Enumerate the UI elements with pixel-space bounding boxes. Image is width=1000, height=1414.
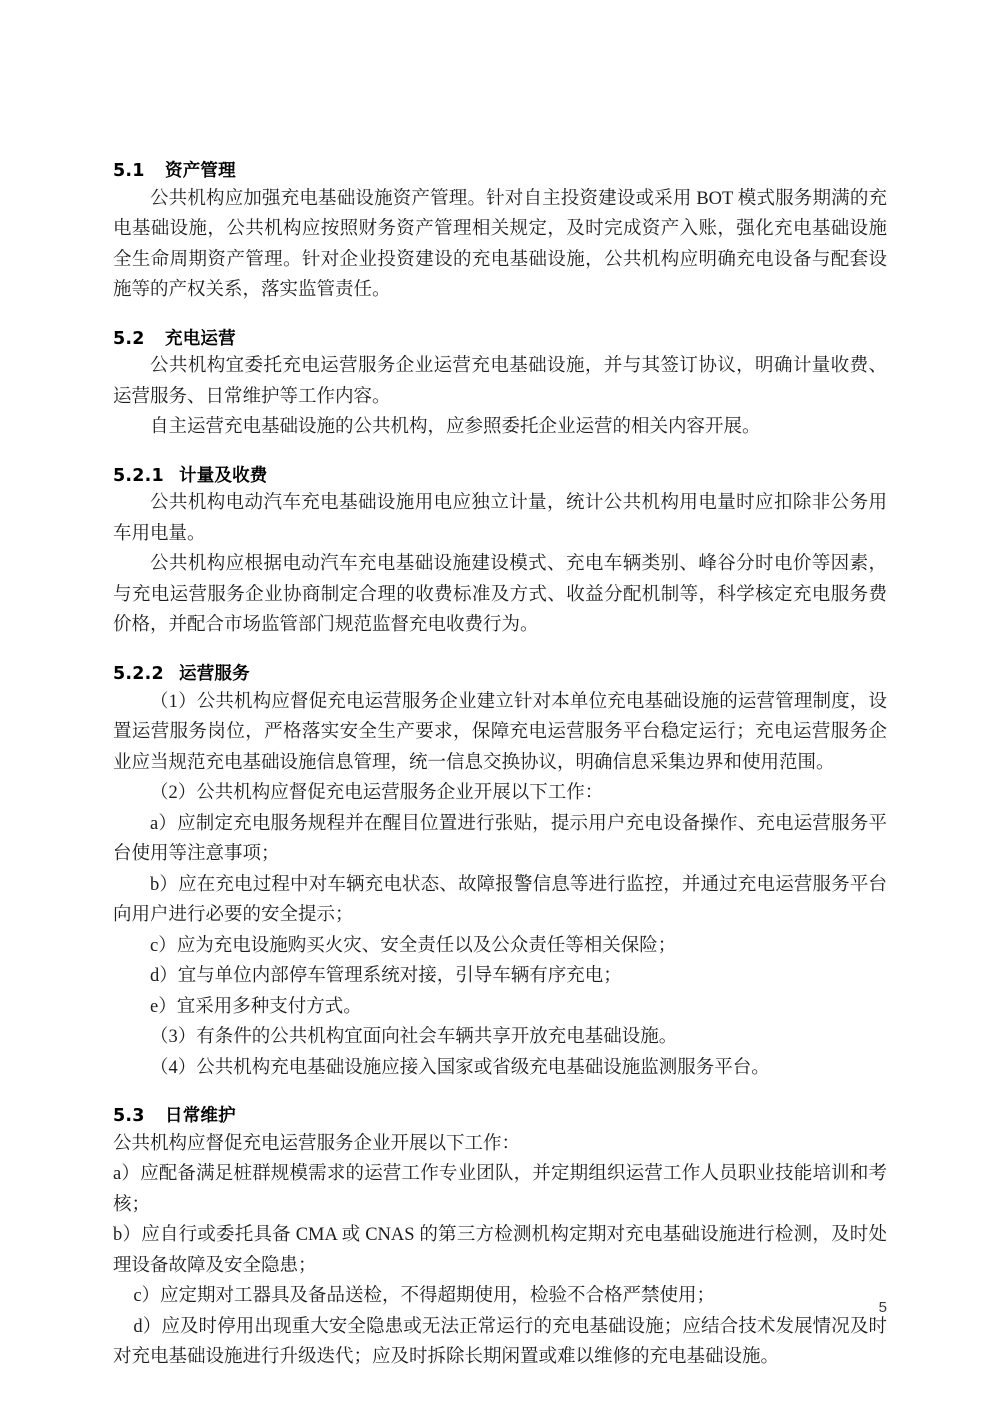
paragraph-5-2-2-item-e: e）宜采用多种支付方式。: [150, 996, 362, 1017]
paragraph-5-2-2-item-a: a）应制定充电服务规程并在醒目位置进行张贴，提示用户充电设备操作、充电运营服务平台使用等注意事项；: [113, 813, 887, 864]
paragraph-5-2-2-item-d: d）宜与单位内部停车管理系统对接，引导车辆有序充电；: [150, 966, 622, 986]
page-content: [113, 160, 887, 1373]
section-number-5-1: 5.1: [113, 161, 145, 181]
section-title-5-3: 日常维护: [165, 1106, 236, 1126]
section-title-5-1: 资产管理: [165, 161, 236, 181]
paragraph-5-2-2-item-3: （3）有条件的公共机构宜面向社会车辆共享开放充电基础设施。: [150, 1027, 678, 1047]
paragraph-5-1-1: 公共机构应加强充电基础设施资产管理。针对自主投资建设或采用 BOT 模式服务期满的充电基础设施，公共机构应按照财务资产管理相关规定，及时完成资产入账，强化充电基础设施全生命周期资产管理。针对企业投资建设的充电基础设施，公共机构应明确充电设备与配套设施等的产权关系，落实监管责任。: [113, 188, 887, 301]
section-heading-5-2-1: [113, 465, 887, 489]
section-number-5-2-2: 5.2.2: [113, 663, 164, 684]
paragraph-5-3-item-b: b）应自行或委托具备 CMA 或 CNAS 的第三方检测机构定期对充电基础设施进行检测，及时处理设备故障及安全隐患；: [113, 1225, 887, 1276]
paragraph-5-2-2: 自主运营充电基础设施的公共机构，应参照委托企业运营的相关内容开展。: [150, 417, 761, 438]
paragraph-5-2-2-item-1: （1）公共机构应督促充电运营服务企业建立针对本单位充电基础设施的运营管理制度，设置运营服务岗位，严格落实安全生产要求，保障充电运营服务平台稳定运行；充电运营服务企业应当规范充电基础设施信息管理，统一信息交换协议，明确信息采集边界和使用范围。: [113, 691, 887, 773]
paragraph-5-2-2-item-4: （4）公共机构充电基础设施应接入国家或省级充电基础设施监测服务平台。: [150, 1057, 770, 1078]
paragraph-5-2-1-1: 公共机构电动汽车充电基础设施用电应独立计量，统计公共机构用电量时应扣除非公务用车用电量。: [113, 493, 887, 544]
section-heading-5-1: [113, 160, 887, 184]
paragraph-5-3-item-d: d）应及时停用出现重大安全隐患或无法正常运行的充电基础设施；应结合技术发展情况及时对充电基础设施进行升级迭代；应及时拆除长期闲置或难以维修的充电基础设施。: [113, 1316, 887, 1368]
section-number-5-2-1: 5.2.1: [113, 465, 164, 486]
paragraph-5-2-2-item-c: c）应为充电设施购买火灾、安全责任以及公众责任等相关保险；: [150, 935, 677, 956]
paragraph-5-3-intro: 公共机构应督促充电运营服务企业开展以下工作：: [113, 1133, 521, 1154]
paragraph-5-3-item-a: a）应配备满足桩群规模需求的运营工作专业团队，并定期组织运营工作人员职业技能培训和考核；: [113, 1164, 887, 1215]
section-title-5-2-2: 运营服务: [179, 663, 250, 684]
section-heading-5-2-2: [113, 663, 887, 687]
paragraph-5-2-2-item-b: b）应在充电过程中对车辆充电状态、故障报警信息等进行监控，并通过充电运营服务平台向用户进行必要的安全提示；: [113, 874, 887, 925]
section-number-5-3: 5.3: [113, 1106, 145, 1126]
paragraph-5-2-1: 公共机构宜委托充电运营服务企业运营充电基础设施，并与其签订协议，明确计量收费、运营服务、日常维护等工作内容。: [113, 356, 887, 407]
page-number: 5: [878, 1299, 887, 1316]
paragraph-5-3-item-c: c）应定期对工器具及备品送检，不得超期使用，检验不合格严禁使用；: [133, 1286, 716, 1307]
section-heading-5-2: [113, 328, 887, 352]
section-heading-5-3: [113, 1105, 887, 1129]
paragraph-5-2-1-2: 公共机构应根据电动汽车充电基础设施建设模式、充电车辆类别、峰谷分时电价等因素，与充电运营服务企业协商制定合理的收费标准及方式、收益分配机制等，科学核定充电服务费价格，并配合市场监管部门规范监督充电收费行为。: [113, 554, 887, 636]
section-number-5-2: 5.2: [113, 328, 145, 349]
paragraph-5-2-2-item-2: （2）公共机构应督促充电运营服务企业开展以下工作：: [150, 783, 604, 803]
section-title-5-2-1: 计量及收费: [179, 465, 268, 486]
section-title-5-2: 充电运营: [165, 328, 236, 349]
